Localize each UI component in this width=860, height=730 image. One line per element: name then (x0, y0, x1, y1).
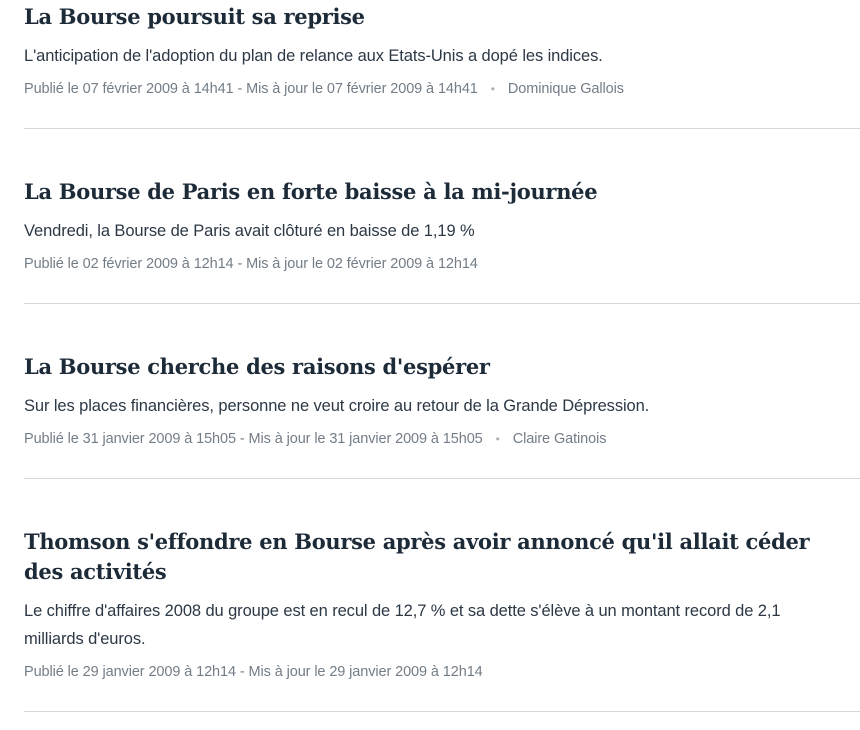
publish-date: Publié le 29 janvier 2009 à 12h14 - Mis à jour le 29 janvier 2009 à 12h14 (24, 664, 483, 680)
publish-date: Publié le 31 janvier 2009 à 15h05 - Mis à jour le 31 janvier 2009 à 15h05 (24, 431, 483, 447)
article-teaser[interactable] (24, 0, 860, 129)
article-meta (24, 430, 836, 448)
article-description: L'anticipation de l'adoption du plan de relance aux Etats-Unis a dopé les indices. (24, 47, 603, 65)
article-teaser[interactable] (24, 304, 860, 479)
article-teaser[interactable] (24, 479, 860, 712)
article-title-link[interactable]: La Bourse de Paris en forte baisse à la mi-journée (24, 179, 598, 204)
article-title-link[interactable]: La Bourse cherche des raisons d'espérer (24, 354, 490, 379)
author-name: Dominique Gallois (507, 81, 624, 97)
article-title-link[interactable]: La Bourse poursuit sa reprise (24, 4, 365, 29)
article-description: Vendredi, la Bourse de Paris avait clôturé en baisse de 1,19 % (24, 222, 475, 240)
article-description: Sur les places financières, personne ne veut croire au retour de la Grande Dépression. (24, 397, 650, 415)
article-description: Le chiffre d'affaires 2008 du groupe est en recul de 12,7 % et sa dette s'élève à un montant record de 2,1 milliards d'euros. (24, 602, 781, 648)
article-meta (24, 80, 836, 98)
article-teaser[interactable] (24, 129, 860, 304)
author-name: Claire Gatinois (512, 431, 607, 447)
article-meta (24, 663, 836, 681)
bullet-separator: • (495, 432, 500, 446)
article-meta (24, 255, 836, 273)
article-title-link[interactable]: Thomson s'effondre en Bourse après avoir annoncé qu'il allait céder des activités (24, 529, 810, 584)
publish-date: Publié le 07 février 2009 à 14h41 - Mis à jour le 07 février 2009 à 14h41 (24, 81, 478, 97)
publish-date: Publié le 02 février 2009 à 12h14 - Mis à jour le 02 février 2009 à 12h14 (24, 256, 478, 272)
bullet-separator: • (490, 82, 495, 96)
